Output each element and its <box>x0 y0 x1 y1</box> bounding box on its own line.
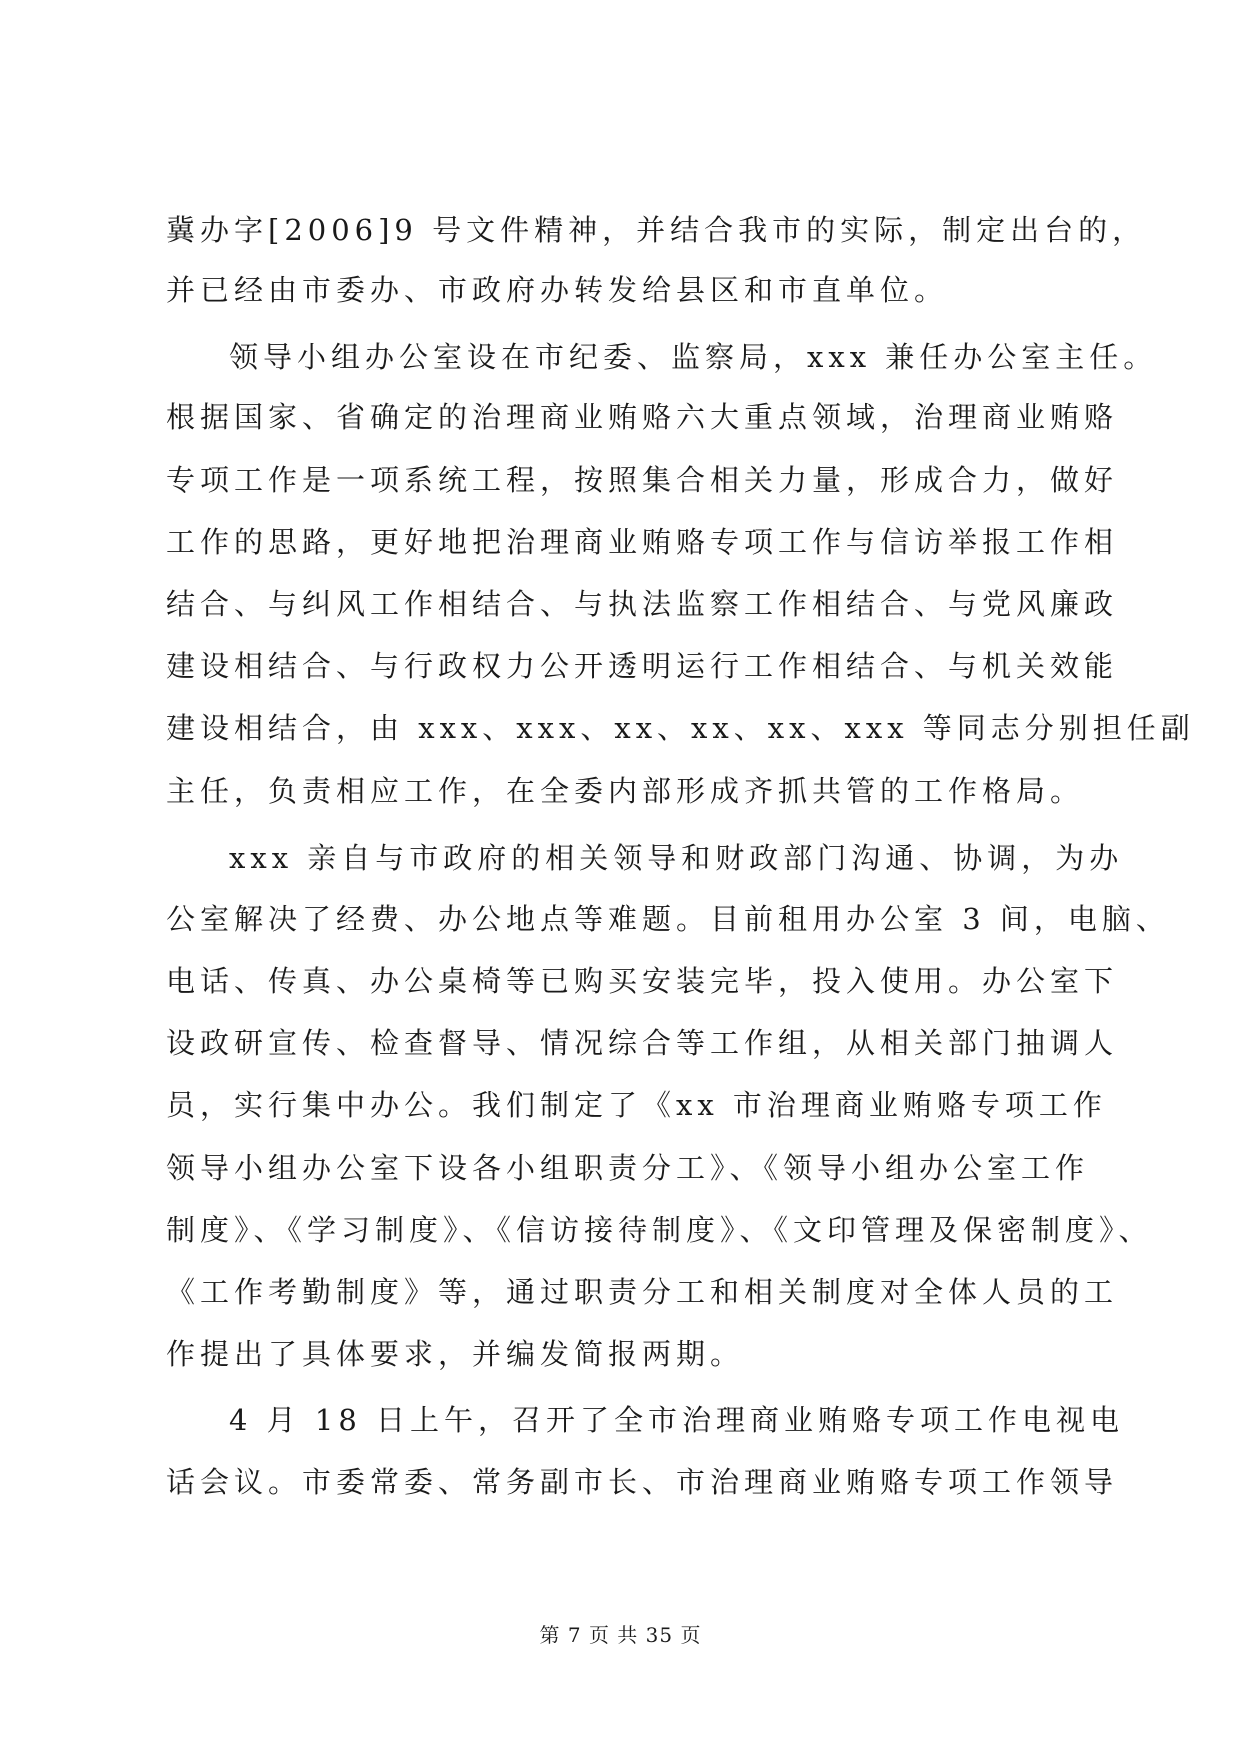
page-number-footer: 第 7 页 共 35 页 <box>539 1623 702 1647</box>
paragraph-line: 制度》、《学习制度》、《信访接待制度》、《文印管理及保密制度》、 <box>166 1213 1153 1247</box>
paragraph-line: 员，实行集中办公。我们制定了《xx 市治理商业贿赂专项工作 <box>166 1088 1107 1122</box>
paragraph-line: 作提出了具体要求，并编发简报两期。 <box>166 1337 745 1371</box>
paragraph-line: 冀办字[2006]9 号文件精神，并结合我市的实际，制定出台的， <box>166 213 1147 247</box>
paragraph-line: 话会议。市委常委、常务副市长、市治理商业贿赂专项工作领导 <box>166 1465 1119 1499</box>
paragraph-line: 建设相结合、与行政权力公开透明运行工作相结合、与机关效能 <box>166 649 1119 683</box>
paragraph-line: 设政研宣传、检查督导、情况综合等工作组，从相关部门抽调人 <box>166 1026 1119 1060</box>
paragraph-line: 根据国家、省确定的治理商业贿赂六大重点领域，治理商业贿赂 <box>166 400 1119 434</box>
paragraph-line: 专项工作是一项系统工程，按照集合相关力量，形成合力，做好 <box>166 463 1119 497</box>
paragraph-line: 工作的思路，更好地把治理商业贿赂专项工作与信访举报工作相 <box>166 525 1119 559</box>
paragraph-line: 建设相结合，由 xxx、xxx、xx、xx、xx、xxx 等同志分别担任副 <box>166 711 1195 745</box>
paragraph-line: 领导小组办公室设在市纪委、监察局，xxx 兼任办公室主任。 <box>229 340 1158 374</box>
paragraph-line: 4 月 18 日上午，召开了全市治理商业贿赂专项工作电视电 <box>229 1403 1125 1437</box>
paragraph-line: 主任，负责相应工作，在全委内部形成齐抓共管的工作格局。 <box>166 774 1085 808</box>
paragraph-line: 并已经由市委办、市政府办转发给县区和市直单位。 <box>166 273 949 307</box>
paragraph-line: 领导小组办公室下设各小组职责分工》、《领导小组办公室工作 <box>166 1151 1090 1185</box>
paragraph-line: 公室解决了经费、办公地点等难题。目前租用办公室 3 间，电脑、 <box>166 902 1170 936</box>
paragraph-line: xxx 亲自与市政府的相关领导和财政部门沟通、协调，为办 <box>229 841 1124 875</box>
paragraph-line: 结合、与纠风工作相结合、与执法监察工作相结合、与党风廉政 <box>166 587 1119 621</box>
paragraph-line: 电话、传真、办公桌椅等已购买安装完毕，投入使用。办公室下 <box>166 964 1119 998</box>
paragraph-line: 《工作考勤制度》等，通过职责分工和相关制度对全体人员的工 <box>166 1275 1119 1309</box>
